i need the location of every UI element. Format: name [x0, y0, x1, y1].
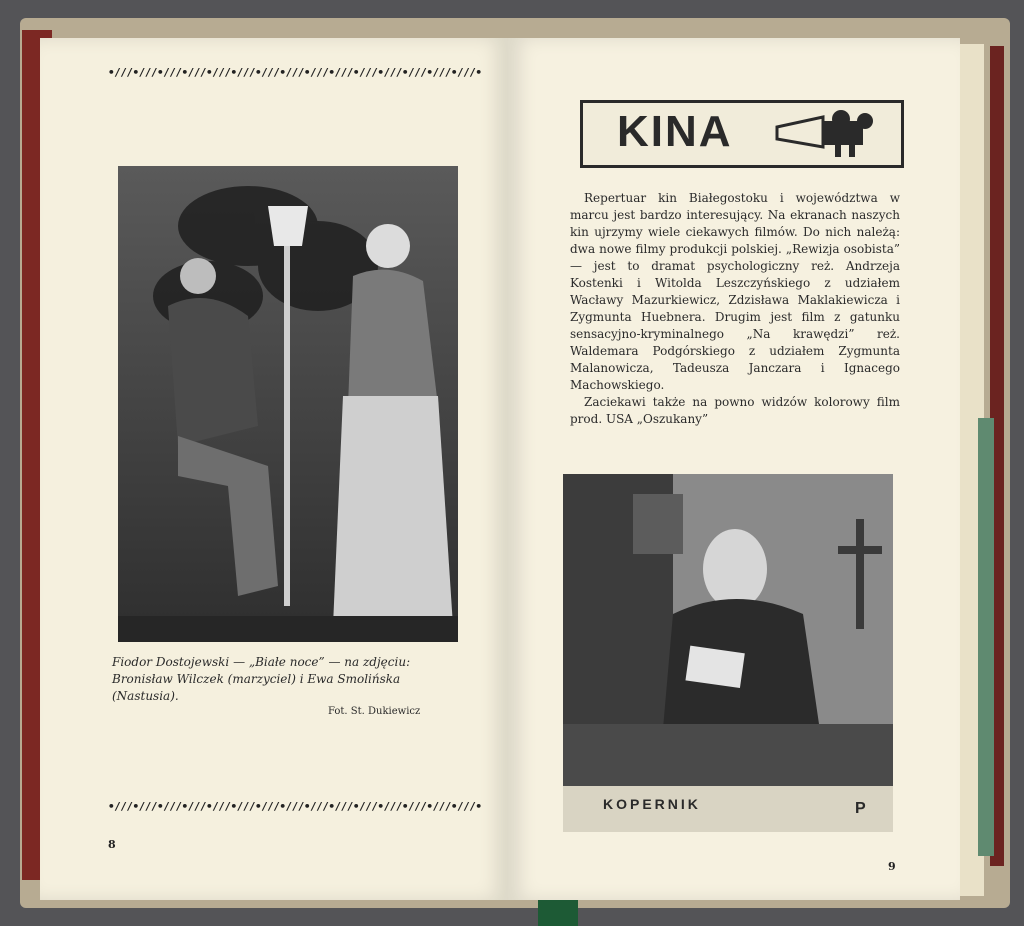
film-camera-icon	[773, 109, 893, 159]
section-heading: KINA	[617, 107, 733, 156]
section-heading-box	[580, 100, 904, 168]
green-bookmark-tab	[978, 418, 994, 856]
page-number-left: 8	[108, 838, 116, 851]
article-paragraph-2: Zaciekawi także na powno widzów kolorowy film prod. USA „Oszukany”	[570, 395, 900, 426]
theatre-photo-illustration	[118, 166, 458, 642]
film-title: KOPERNIK	[603, 796, 701, 812]
article-paragraph-1: Repertuar kin Białegostoku i województwa w marcu jest bardzo interesujący. Na ekranach naszych kin ujrzymy wiele ciekawych filmów. Do nich należą: dwa nowe filmy produkcji polskiej. „Rewizja osobista” — jest to dramat psychologiczny reż. Andrzeja Kostenki i Witolda Leszczyńskiego z udziałem Wacławy Mazurkiewicz, Zdzisława Maklakiewicza i Zygmunta Huebnera. Drugim jest film z gatunku sensacyjno-kryminalnego „Na krawędzi” reż. Waldemara Podgórskiego z udziałem Zygmunta Malanowicza, Tadeusza Janczara i Ignacego Machowskiego.	[570, 191, 900, 392]
ribbon-bookmark	[538, 896, 578, 926]
kopernik-photo-illustration	[563, 474, 893, 786]
photo-caption: Fiodor Dostojewski — „Białe noce” — na zdjęciu: Bronisław Wilczek (marzyciel) i Ewa Smolińska (Nastusia).	[112, 655, 411, 703]
article-body	[570, 190, 900, 428]
kopernik-photo	[563, 474, 893, 786]
theatre-photo	[118, 166, 458, 642]
photo-credit: Fot. St. Dukiewicz	[328, 706, 421, 717]
ornament-top: •///•///•///•///•///•///•///•///•///•///•///•///•///•///•///•	[108, 66, 482, 79]
film-studio-logo: P	[855, 800, 866, 817]
film-title-strip	[563, 786, 893, 832]
page-number-right: 9	[888, 860, 896, 873]
ornament-bottom: •///•///•///•///•///•///•///•///•///•///•///•///•///•///•///•	[108, 800, 482, 813]
